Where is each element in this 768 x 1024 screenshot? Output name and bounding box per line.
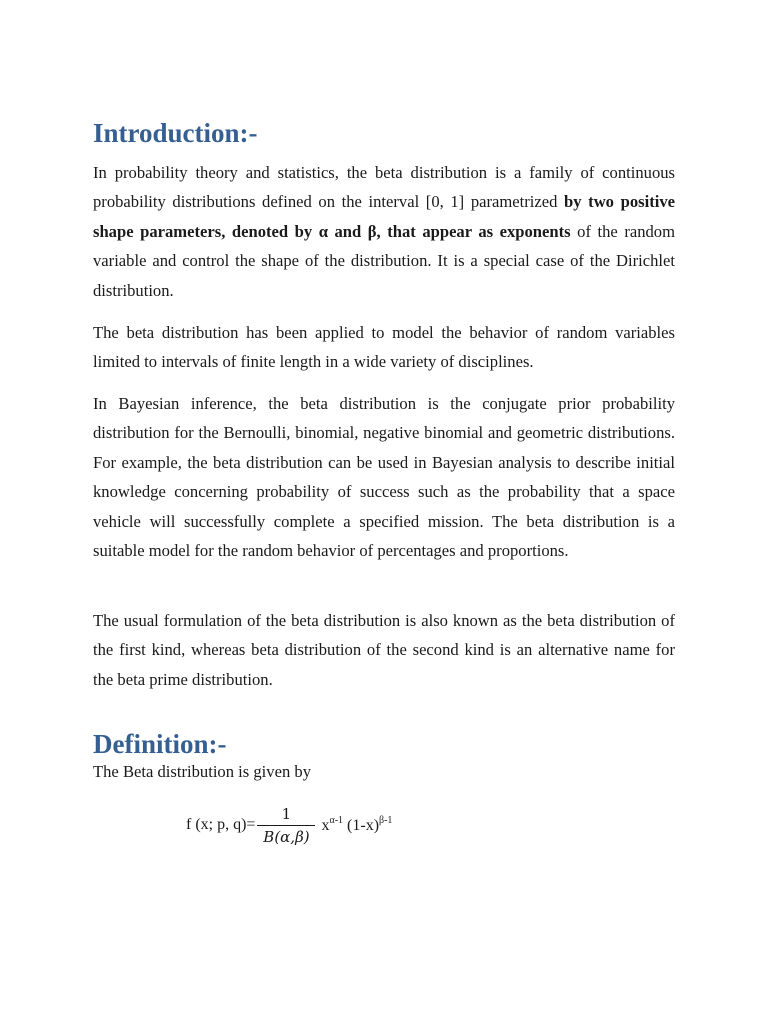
formula-fraction [257, 805, 315, 846]
beta-pdf-formula [186, 800, 392, 850]
definition-heading: Definition:- [93, 729, 227, 759]
formula-numerator: 1 [257, 805, 315, 826]
introduction-heading: Introduction:- [93, 118, 258, 148]
formula-denominator: B(α,β) [263, 827, 310, 846]
definition-intro-line: The Beta distribution is given by [93, 762, 311, 781]
intro-paragraph-1-text-b: of the random variable and control the shape of the distribution. It is a special case of the Dirichlet distribution. [93, 221, 676, 300]
intro-paragraph-2: The beta distribution has been applied to model the behavior of random variables limited to intervals of finite length in a wide variety of disciplines. [93, 323, 675, 372]
formula-lhs: f (x; p, q)= [186, 816, 256, 833]
intro-paragraph-1-bold-text: by two positive shape parameters, denoted by α and β, that appear as exponents [93, 192, 675, 241]
formula-term-1-exponent: α-1 [329, 815, 344, 826]
formula-term-1 [321, 815, 343, 835]
formula-term-2-base: (1-x) [347, 817, 380, 834]
intro-paragraph-3: In Bayesian inference, the beta distribution is the conjugate prior probability distribution for the Bernoulli, binomial, negative binomial and geometric distributions. For example, the beta distribution can be used in Bayesian analysis to describe initial knowledge concerning probability of success such as the probability that a space vehicle will successfully complete a specified mission. The beta distribution is a suitable model for the random behavior of percentages and proportions. [93, 394, 675, 561]
formula-term-2-exponent: β-1 [379, 815, 393, 826]
intro-paragraph-4: The usual formulation of the beta distribution is also known as the beta distribution of the first kind, whereas beta distribution of the second kind is an alternative name for the beta prime distribution. [93, 611, 675, 689]
formula-term-2 [347, 815, 392, 835]
intro-paragraph-1 [93, 158, 675, 305]
formula-term-1-base: x [321, 817, 330, 834]
intro-paragraph-1-text-a: In probability theory and statistics, the beta distribution is a family of continuous probability distributions defined on the interval [0, 1] parametrized [93, 163, 675, 212]
